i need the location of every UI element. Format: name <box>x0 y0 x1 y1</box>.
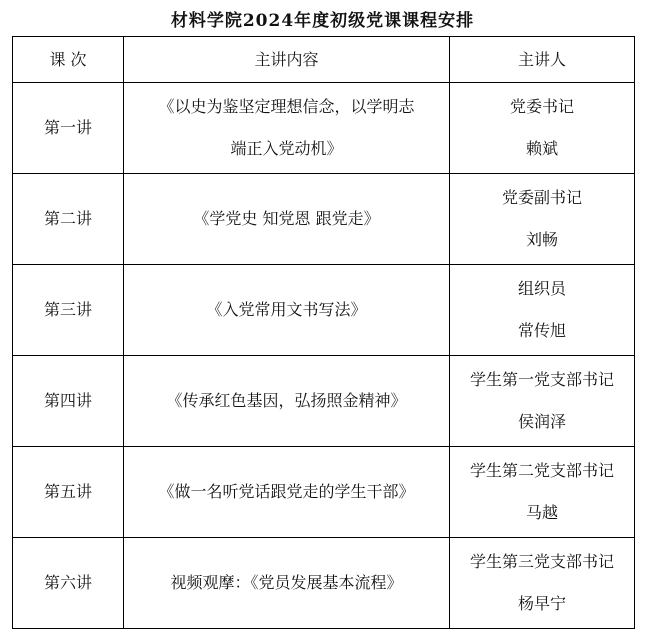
table-row <box>13 174 635 265</box>
session-cell: 第四讲 <box>13 356 124 447</box>
speaker-name: 刘畅 <box>525 230 558 249</box>
header-session: 课 次 <box>13 37 124 83</box>
speaker-title: 党委书记 <box>509 97 574 116</box>
session-cell: 第二讲 <box>13 174 124 265</box>
speaker-name: 侯润泽 <box>517 412 566 431</box>
speaker-title: 学生第一党支部书记 <box>469 370 614 389</box>
speaker-cell <box>450 83 635 174</box>
topic-line: 《传承红色基因，弘扬照金精神》 <box>166 391 407 410</box>
table-row <box>13 447 635 538</box>
topic-line: 端正入党动机》 <box>230 139 343 158</box>
speaker-name: 赖斌 <box>525 139 558 158</box>
topic-cell <box>124 174 450 265</box>
topic-line: 《做一名听党话跟党走的学生干部》 <box>158 482 415 501</box>
table-row <box>13 265 635 356</box>
topic-line: 《以史为鉴坚定理想信念，以学明志 <box>158 97 415 116</box>
speaker-cell <box>450 538 635 629</box>
header-speaker: 主讲人 <box>450 37 635 83</box>
speaker-title: 组织员 <box>517 279 566 298</box>
header-topic: 主讲内容 <box>124 37 450 83</box>
session-cell: 第一讲 <box>13 83 124 174</box>
speaker-cell <box>450 356 635 447</box>
topic-cell <box>124 538 450 629</box>
session-cell: 第三讲 <box>13 265 124 356</box>
topic-line: 《学党史 知党恩 跟党走》 <box>193 209 380 228</box>
table-row <box>13 538 635 629</box>
speaker-title: 学生第三党支部书记 <box>469 552 614 571</box>
speaker-title: 党委副书记 <box>501 188 582 207</box>
table-row <box>13 356 635 447</box>
topic-cell <box>124 83 450 174</box>
topic-line: 《入党常用文书写法》 <box>206 300 367 319</box>
speaker-name: 马越 <box>525 503 558 522</box>
speaker-title: 学生第二党支部书记 <box>469 461 614 480</box>
speaker-cell <box>450 447 635 538</box>
speaker-cell <box>450 174 635 265</box>
document-title: 材料学院2024年度初级党课课程安排 <box>170 11 475 31</box>
speaker-name: 常传旭 <box>517 321 566 340</box>
table-row <box>13 83 635 174</box>
course-schedule-table <box>12 36 635 629</box>
speaker-cell <box>450 265 635 356</box>
topic-cell <box>124 447 450 538</box>
topic-line: 视频观摩：《党员发展基本流程》 <box>170 573 403 592</box>
topic-cell <box>124 356 450 447</box>
session-cell: 第六讲 <box>13 538 124 629</box>
speaker-name: 杨早宁 <box>517 594 566 613</box>
session-cell: 第五讲 <box>13 447 124 538</box>
table-header-row <box>13 37 635 83</box>
topic-cell <box>124 265 450 356</box>
